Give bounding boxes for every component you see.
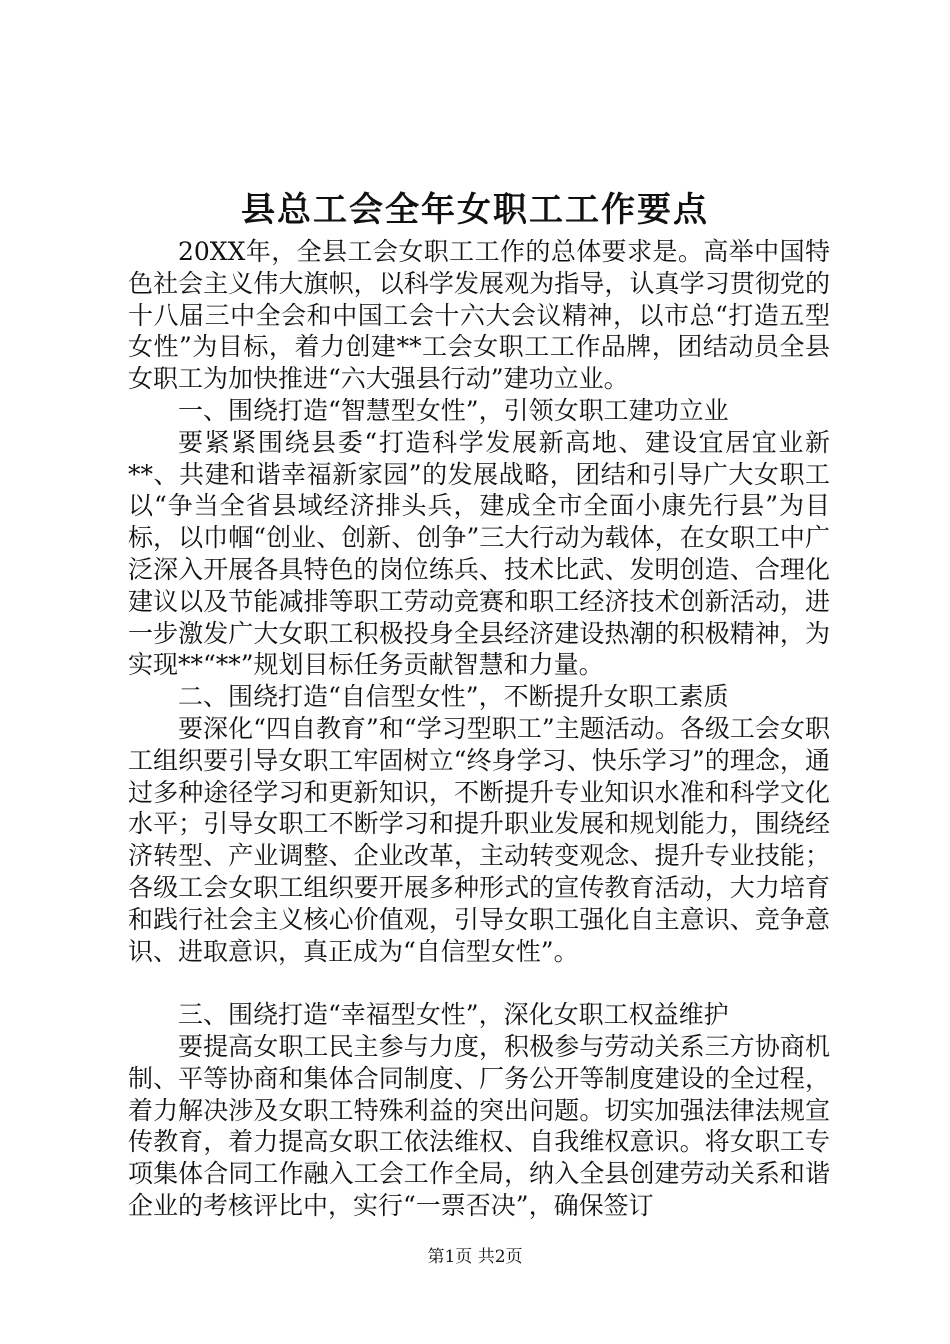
section-paragraph-1: 要紧紧围绕县委“打造科学发展新高地、建设宜居宜业新**、共建和谐幸福新家园”的发展战略，团结和引导广大女职工以“争当全省县域经济排头兵，建成全市全面小康先行县”为目标，以巾帼“创业、创新、创争”三大行动为载体，在女职工中广泛深入开展各具特色的岗位练兵、技术比武、发明创造、合理化建议以及节能减排等职工劳动竞赛和职工经济技术创新活动，进一步激发广大女职工积极投身全县经济建设热潮的积极精神，为实现**“**”规划目标任务贡献智慧和力量。 [128, 427, 830, 680]
document-body [128, 236, 830, 1222]
section-heading-3: 三、围绕打造“幸福型女性”，深化女职工权益维护 [178, 1000, 729, 1030]
section-heading-1: 一、围绕打造“智慧型女性”，引领女职工建功立业 [178, 395, 729, 425]
section-paragraph-3: 要提高女职工民主参与力度，积极参与劳动关系三方协商机制、平等协商和集体合同制度、厂务公开等制度建设的全过程，着力解决涉及女职工特殊利益的突出问题。切实加强法律法规宣传教育，着力提高女职工依法维权、自我维权意识。将女职工专项集体合同工作融入工会工作全局，纳入全县创建劳动关系和谐企业的考核评比中，实行“一票否决”，确保签订 [128, 1031, 830, 1220]
section-paragraph-2: 要深化“四自教育”和“学习型职工”主题活动。各级工会女职工组织要引导女职工牢固树立“终身学习、快乐学习”的理念，通过多种途径学习和更新知识，不断提升专业知识水准和科学文化水平；引导女职工不断学习和提升职业发展和规划能力，围绕经济转型、产业调整、企业改革，主动转变观念、提升专业技能；各级工会女职工组织要开展多种形式的宣传教育活动，大力培育和践行社会主义核心价值观，引导女职工强化自主意识、竞争意识、进取意识，真正成为“自信型女性”。 [128, 713, 830, 966]
document-title: 县总工会全年女职工工作要点 [241, 190, 709, 230]
section-heading-2: 二、围绕打造“自信型女性”，不断提升女职工素质 [178, 682, 729, 712]
intro-paragraph: 20XX年，全县工会女职工工作的总体要求是。高举中国特色社会主义伟大旗帜，以科学发展观为指导，认真学习贯彻党的十八届三中全会和中国工会十六大会议精神，以市总“打造五型女性”为目标，着力创建**工会女职工工作品牌，团结动员全县女职工为加快推进“六大强县行动”建功立业。 [128, 237, 830, 394]
page-number: 第1页 共2页 [427, 1247, 523, 1267]
